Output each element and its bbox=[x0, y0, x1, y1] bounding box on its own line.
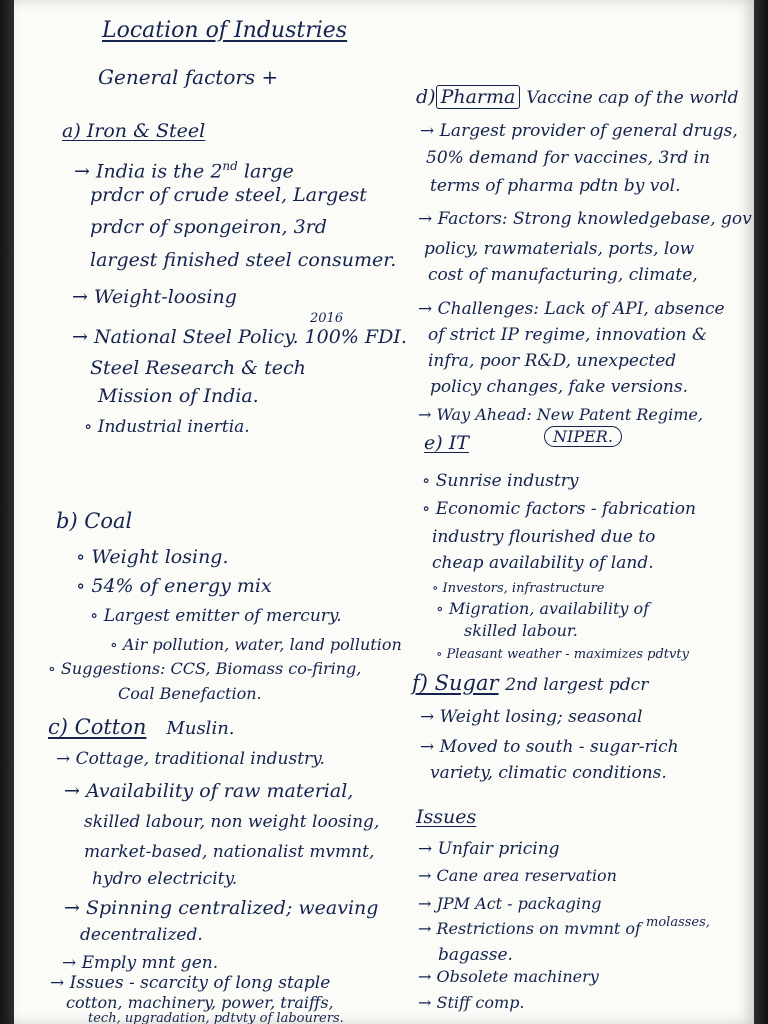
note-line: cost of manufacturing, climate, bbox=[428, 265, 698, 285]
note-line: policy, rawmaterials, ports, low bbox=[424, 239, 695, 259]
cotton-muslin-text: Muslin. bbox=[166, 718, 235, 739]
section-heading: a) Iron & Steel bbox=[62, 120, 206, 142]
note-line: decentralized. bbox=[80, 925, 203, 945]
section-heading bbox=[412, 672, 648, 696]
note-line: → Weight-loosing bbox=[72, 286, 237, 308]
section-heading bbox=[416, 86, 739, 109]
note-line: ∘ 54% of energy mix bbox=[76, 575, 272, 597]
note-line: → National Steel Policy. 100% FDI. bbox=[72, 326, 407, 348]
note-line: ∘ Economic factors - fabrication bbox=[422, 499, 696, 519]
note-line: → Cottage, traditional industry. bbox=[56, 749, 325, 769]
notebook-binding-right bbox=[754, 0, 768, 1024]
section-heading bbox=[48, 716, 235, 740]
note-line: ∘ Suggestions: CCS, Biomass co-firing, bbox=[48, 659, 362, 678]
note-line: ∘ Investors, infrastructure bbox=[432, 581, 605, 596]
note-text: molasses, bbox=[646, 915, 710, 930]
note-line: ∘ Sunrise industry bbox=[422, 471, 579, 491]
note-line: Mission of India. bbox=[98, 385, 259, 407]
note-superscript: nd bbox=[222, 159, 238, 173]
note-annotation: 2016 bbox=[310, 311, 344, 326]
note-line: → Obsolete machinery bbox=[418, 967, 599, 986]
page-subtitle: General factors + bbox=[98, 65, 279, 89]
niper-oval: NIPER. bbox=[544, 426, 622, 447]
note-line: ∘ Industrial inertia. bbox=[84, 417, 250, 437]
note-line: largest finished steel consumer. bbox=[90, 249, 397, 271]
note-line: → Challenges: Lack of API, absence bbox=[418, 299, 725, 319]
note-line: ∘ Air pollution, water, land pollution bbox=[110, 635, 402, 654]
note-line: → Issues - scarcity of long staple bbox=[50, 973, 331, 993]
note-line: → Way Ahead: New Patent Regime, bbox=[418, 405, 703, 424]
note-line: → Cane area reservation bbox=[418, 866, 617, 885]
note-line: ∘ Largest emitter of mercury. bbox=[90, 606, 342, 626]
note-line: infra, poor R&D, unexpected bbox=[428, 351, 677, 371]
sugar-heading-note: 2nd largest pdcr bbox=[505, 675, 649, 695]
note-line: tech, upgradation, pdtvty of labourers. bbox=[88, 1011, 344, 1024]
note-line: → Weight losing; seasonal bbox=[420, 707, 643, 727]
note-text: large bbox=[243, 160, 294, 183]
note-line: → Emply mnt gen. bbox=[62, 953, 219, 973]
page-title: Location of Industries bbox=[102, 18, 348, 43]
note-line: → Spinning centralized; weaving bbox=[64, 897, 379, 919]
notebook-page bbox=[14, 0, 754, 1024]
note-line: 50% demand for vaccines, 3rd in bbox=[426, 148, 711, 168]
note-line: → Stiff comp. bbox=[418, 993, 525, 1012]
note-line: → Largest provider of general drugs, bbox=[420, 121, 738, 141]
note-line: bagasse. bbox=[438, 945, 513, 965]
note-line: variety, climatic conditions. bbox=[430, 763, 667, 783]
pharma-label: d) bbox=[416, 86, 436, 108]
cotton-heading-text: c) Cotton bbox=[48, 715, 147, 739]
note-line: ∘ Pleasant weather - maximizes pdtvty bbox=[436, 647, 689, 662]
note-line: ∘ Migration, availability of bbox=[436, 599, 650, 618]
note-line: → Moved to south - sugar-rich bbox=[420, 737, 679, 757]
note-line: ∘ Weight losing. bbox=[76, 546, 229, 568]
note-line: → Unfair pricing bbox=[418, 839, 560, 859]
note-line: industry flourished due to bbox=[432, 527, 656, 547]
note-line: policy changes, fake versions. bbox=[430, 377, 689, 397]
note-line: hydro electricity. bbox=[92, 869, 238, 889]
section-heading: Issues bbox=[416, 806, 477, 828]
note-text: → Restrictions on mvmnt of bbox=[418, 919, 641, 938]
note-line: Coal Benefaction. bbox=[118, 684, 262, 703]
section-heading: e) IT bbox=[424, 432, 469, 454]
pharma-heading-note: Vaccine cap of the world bbox=[526, 88, 739, 108]
note-line: market-based, nationalist mvmnt, bbox=[84, 842, 375, 862]
note-line: → Availability of raw material, bbox=[64, 780, 354, 802]
note-line: → JPM Act - packaging bbox=[418, 894, 602, 913]
note-text: → India is the 2 bbox=[74, 160, 223, 183]
section-heading: b) Coal bbox=[56, 509, 133, 533]
niper-label bbox=[544, 426, 622, 448]
note-line: prdcr of crude steel, Largest bbox=[90, 184, 367, 206]
note-line: terms of pharma pdtn by vol. bbox=[430, 176, 681, 196]
note-line: prdcr of spongeiron, 3rd bbox=[90, 216, 327, 238]
note-line bbox=[74, 155, 294, 182]
note-line: cheap availability of land. bbox=[432, 553, 654, 573]
note-line: skilled labour, non weight loosing, bbox=[84, 812, 380, 832]
note-line: → Factors: Strong knowledgebase, gov bbox=[418, 209, 752, 229]
notebook-binding-left bbox=[0, 0, 14, 1024]
sugar-heading-text: f) Sugar bbox=[412, 671, 499, 695]
note-line: cotton, machinery, power, traiffs, bbox=[66, 993, 334, 1012]
note-line: Steel Research & tech bbox=[90, 357, 306, 379]
note-line bbox=[418, 915, 710, 942]
note-line: skilled labour. bbox=[464, 621, 578, 640]
note-line: of strict IP regime, innovation & bbox=[428, 325, 708, 345]
pharma-boxed-heading: Pharma bbox=[436, 85, 521, 109]
